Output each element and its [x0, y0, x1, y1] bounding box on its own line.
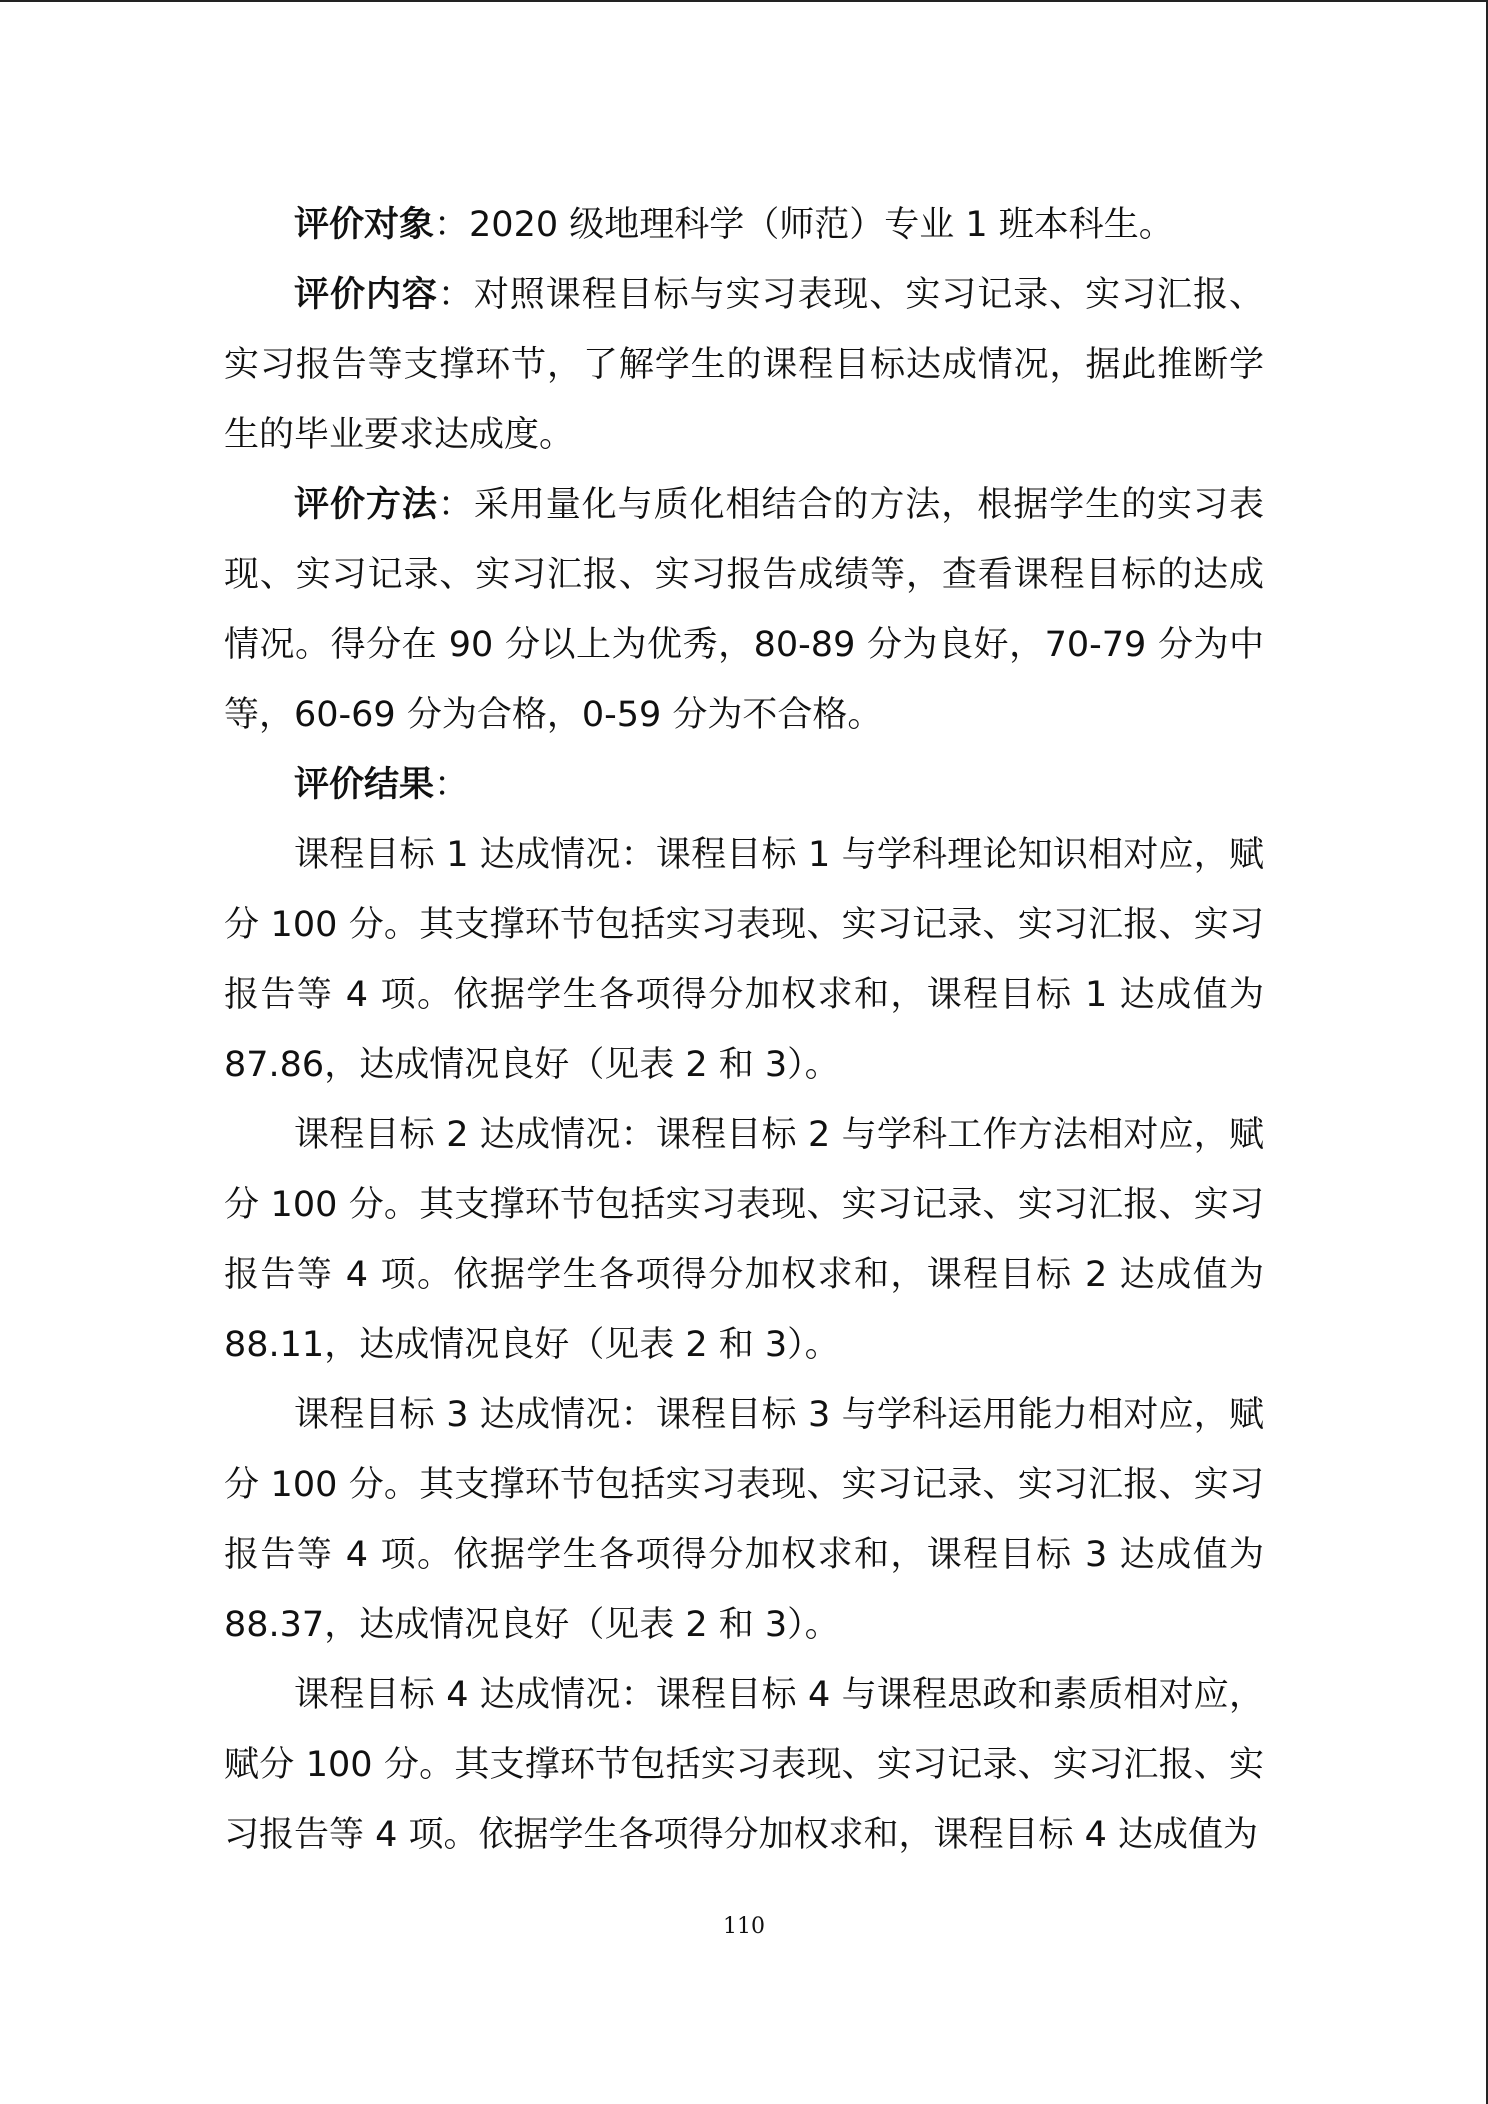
paragraph-objective-3 — [224, 1380, 1264, 1660]
paragraph-objective-1 — [224, 820, 1264, 1100]
paragraph-objective-2 — [224, 1100, 1264, 1380]
page-border-top — [0, 0, 1488, 2]
paragraph-text: 课程目标 4 达成情况：课程目标 4 与课程思政和素质相对应，赋分 100 分。其支撑环节包括实习表现、实习记录、实习汇报、实习报告等 4 项。依据学生各项得分加权求和，课程目标 4 达成值为 — [224, 1675, 1264, 1855]
paragraph-text: 课程目标 1 达成情况：课程目标 1 与学科理论知识相对应，赋分 100 分。其支撑环节包括实习表现、实习记录、实习汇报、实习报告等 4 项。依据学生各项得分加权求和，课程目标 1 达成值为 87.86，达成情况良好（见表 2 和 3）。 — [224, 835, 1264, 1085]
paragraph-text: 采用量化与质化相结合的方法，根据学生的实习表现、实习记录、实习汇报、实习报告成绩等，查看课程目标的达成情况。得分在 90 分以上为优秀，80-89 分为良好，70-79 分为中等，60-69 分为合格，0-59 分为不合格。 — [224, 485, 1264, 735]
paragraph-label: 评价结果 — [294, 765, 435, 805]
paragraph-objective-4 — [224, 1660, 1264, 1870]
document-body — [224, 190, 1264, 1870]
paragraph-text: 课程目标 2 达成情况：课程目标 2 与学科工作方法相对应，赋分 100 分。其支撑环节包括实习表现、实习记录、实习汇报、实习报告等 4 项。依据学生各项得分加权求和，课程目标 2 达成值为 88.11，达成情况良好（见表 2 和 3）。 — [224, 1115, 1264, 1365]
paragraph-text: 课程目标 3 达成情况：课程目标 3 与学科运用能力相对应，赋分 100 分。其支撑环节包括实习表现、实习记录、实习汇报、实习报告等 4 项。依据学生各项得分加权求和，课程目标 3 达成值为 88.37，达成情况良好（见表 2 和 3）。 — [224, 1395, 1264, 1645]
label-separator: ： — [437, 275, 474, 315]
paragraph-evaluation-method — [224, 470, 1264, 750]
paragraph-text: 2020 级地理科学（师范）专业 1 班本科生。 — [469, 205, 1174, 245]
label-separator: ： — [434, 205, 470, 245]
paragraph-evaluation-content — [224, 260, 1264, 470]
paragraph-text: 对照课程目标与实习表现、实习记录、实习汇报、实习报告等支撑环节，了解学生的课程目标达成情况，据此推断学生的毕业要求达成度。 — [224, 275, 1264, 455]
label-separator: ： — [434, 765, 470, 805]
paragraph-evaluation-result — [224, 750, 1264, 820]
paragraph-label: 评价内容 — [294, 275, 438, 315]
paragraph-label: 评价对象 — [294, 205, 435, 245]
paragraph-label: 评价方法 — [294, 485, 438, 525]
page-number: 110 — [723, 1914, 765, 1939]
paragraph-evaluation-object — [224, 190, 1264, 260]
label-separator: ： — [437, 485, 474, 525]
